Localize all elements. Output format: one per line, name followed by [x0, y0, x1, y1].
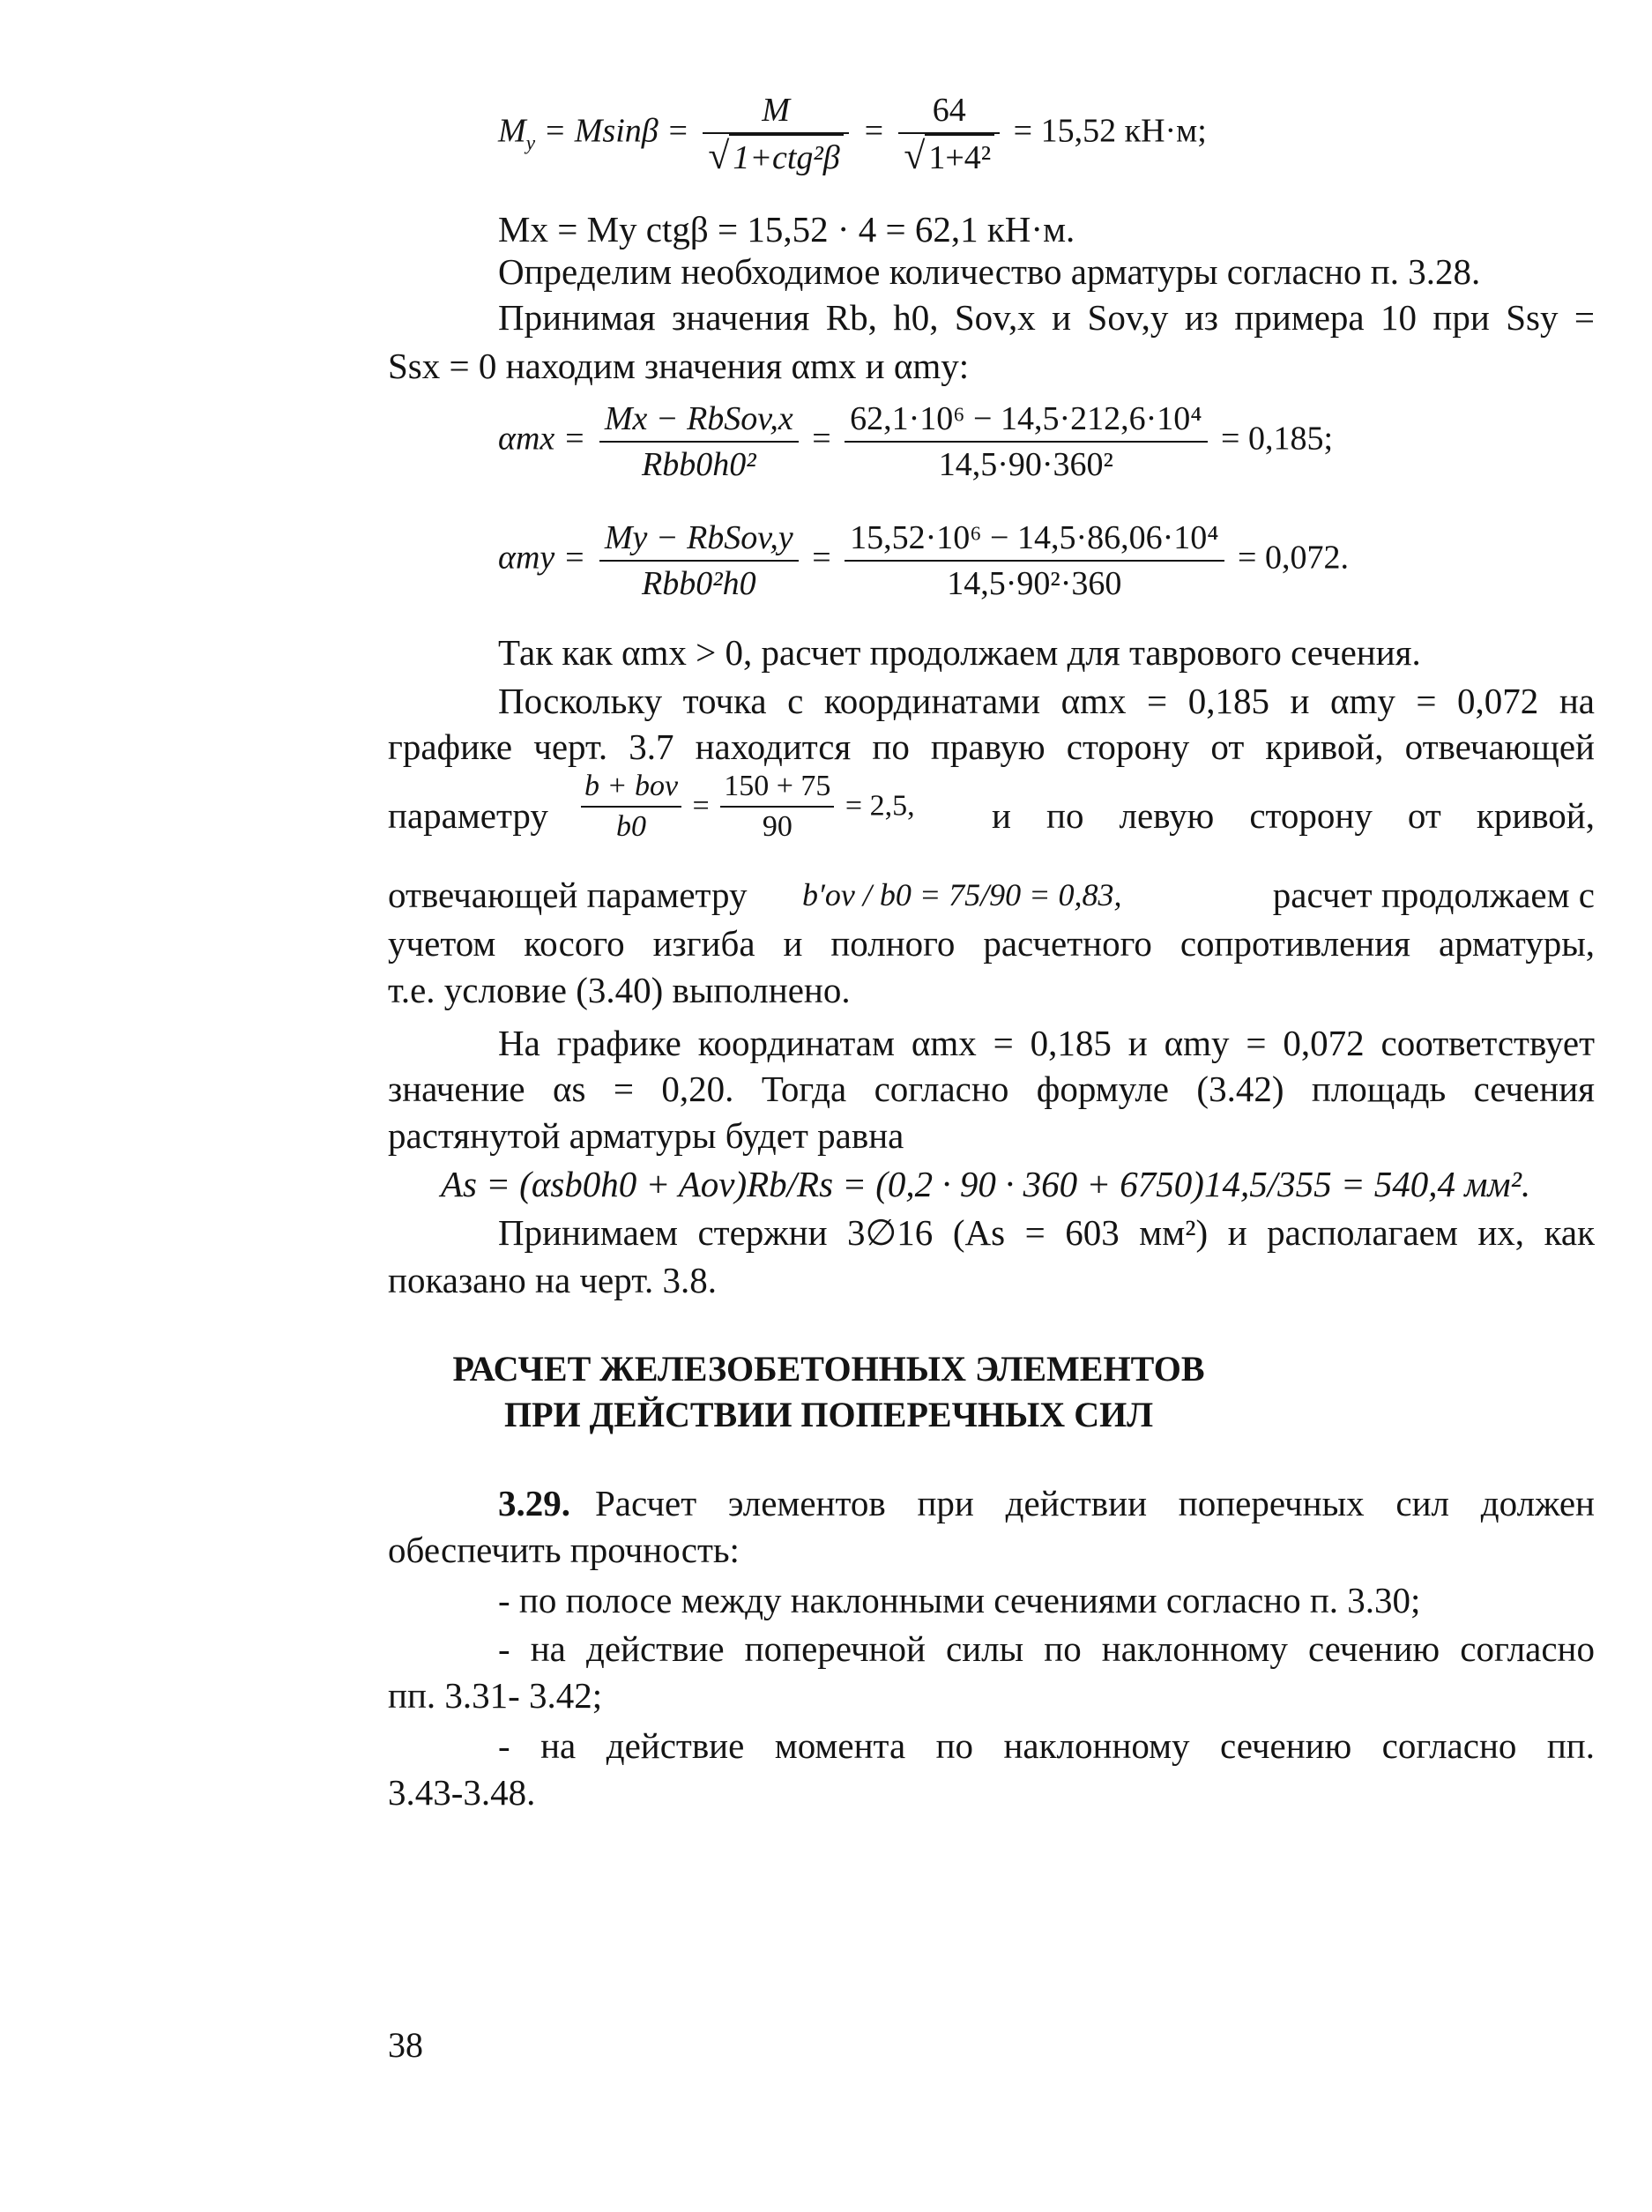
formula-my-eq2: =: [853, 112, 894, 150]
formula-my-left-sub: y: [525, 131, 536, 155]
param-fraction: [581, 767, 681, 846]
param-fraction-2: [720, 767, 834, 846]
sqrt-icon: √: [708, 135, 730, 177]
text-line-8-start: отвечающей параметру: [388, 875, 748, 915]
param-eq: =: [685, 789, 718, 823]
section-list-item-2-cont: пп. 3.31- 3.42;: [388, 1675, 603, 1716]
formula-my-fraction-2: [898, 88, 1000, 180]
page-number: 38: [388, 2025, 423, 2065]
formula-amy-result: = 0,072.: [1229, 539, 1349, 577]
param-formula: [577, 767, 915, 846]
formula-my-frac2-den-value: 1+4²: [925, 134, 994, 180]
text-line-2: Принимая значения Rb, h0, Sov,x и Sov,y из примера 10 при Ssy =: [498, 297, 1595, 338]
param-den: b0: [616, 810, 647, 843]
formula-amx-eq: =: [803, 420, 840, 458]
text-line-7: [388, 767, 1595, 864]
text-line-10: т.е. условие (3.40) выполнено.: [388, 970, 851, 1010]
text-line-4: Так как αmx > 0, расчет продолжаем для таврового сечения.: [498, 632, 1421, 673]
formula-amx-num: Mx − RbSov,x: [599, 397, 799, 443]
section-list-item-3: - на действие момента по наклонному сечению согласно пп.: [498, 1725, 1595, 1766]
formula-my-fraction: [703, 88, 848, 180]
formula-my-left: M: [498, 112, 526, 150]
param-num: b + bov: [581, 767, 681, 808]
section-heading-line-1: РАСЧЕТ ЖЕЛЕЗОБЕТОННЫХ ЭЛЕМЕНТОВ: [452, 1349, 1205, 1389]
formula-my-frac-den-value: 1+ctg²β: [729, 134, 843, 180]
section-line-1-text: Расчет элементов при действии поперечных сил должен: [595, 1483, 1595, 1523]
text-line-1: Определим необходимое количество арматуры согласно п. 3.28.: [498, 251, 1481, 292]
formula-amy-fraction: [599, 516, 799, 606]
formula-amy-eq: =: [803, 539, 840, 577]
formula-amy-fraction-2: [845, 516, 1224, 606]
section-paragraph-line-1: [498, 1481, 1595, 1525]
section-list-item-2: - на действие поперечной силы по наклонному сечению согласно: [498, 1628, 1595, 1669]
formula-mx: Mx = My ctgβ = 15,52 · 4 = 62,1 кН·м.: [498, 209, 1075, 250]
formula-amy-num2: 15,52·10⁶ − 14,5·86,06·10⁴: [845, 516, 1224, 562]
formula-amx-fraction: [599, 397, 799, 487]
text-line-8-end: расчет продолжаем с: [1272, 875, 1595, 915]
formula-my-eq1: = Msinβ =: [535, 112, 698, 150]
section-number: 3.29.: [498, 1483, 570, 1523]
text-line-12: значение αs = 0,20. Тогда согласно формуле (3.42) площадь сечения: [388, 1069, 1595, 1109]
formula-amx: [498, 397, 1333, 487]
param-result: = 2,5,: [837, 789, 915, 823]
formula-amy-den: Rbb0²h0: [642, 565, 756, 602]
formula-amx-num2: 62,1·10⁶ − 14,5·212,6·10⁴: [845, 397, 1207, 443]
section-paragraph-line-2: обеспечить прочность:: [388, 1530, 740, 1570]
text-line-15: показано на черт. 3.8.: [388, 1260, 718, 1300]
formula-as: As = (αsb0h0 + Aov)Rb/Rs = (0,2 · 90 · 360 + 6750)14,5/355 = 540,4 мм².: [441, 1164, 1531, 1204]
sqrt-icon: √: [904, 135, 926, 177]
section-heading-line-2: ПРИ ДЕЙСТВИИ ПОПЕРЕЧНЫХ СИЛ: [503, 1395, 1153, 1434]
text-line-7-end: и по левую сторону от кривой,: [992, 795, 1595, 836]
text-line-5: Поскольку точка с координатами αmx = 0,185 и αmy = 0,072 на: [498, 681, 1595, 721]
formula-amy-num: My − RbSov,y: [599, 516, 799, 562]
param-den2: 90: [762, 810, 793, 843]
formula-amx-result: = 0,185;: [1212, 420, 1334, 458]
formula-amx-fraction-2: [845, 397, 1207, 487]
text-line-13: растянутой арматуры будет равна: [388, 1115, 904, 1156]
formula-my-frac2-num: 64: [898, 88, 1000, 134]
param2-formula: b′ov / b0 = 75/90 = 0,83,: [802, 877, 1122, 912]
formula-amx-den2: 14,5·90·360²: [938, 446, 1113, 483]
section-list-item-3-cont: 3.43-3.48.: [388, 1772, 536, 1813]
text-line-14: Принимаем стержни 3∅16 (As = 603 мм²) и располагаем их, как: [498, 1212, 1595, 1253]
text-line-6: графике черт. 3.7 находится по правую сторону от кривой, отвечающей: [388, 726, 1595, 767]
formula-my-result: = 15,52 кН·м;: [1005, 112, 1207, 150]
section-list-item-1: - по полосе между наклонными сечениями согласно п. 3.30;: [498, 1580, 1421, 1620]
param-num2: 150 + 75: [720, 767, 834, 808]
text-line-7-start: параметру: [388, 795, 548, 836]
formula-my-frac-num: M: [703, 88, 848, 134]
formula-my: [498, 88, 1207, 180]
formula-amy: [498, 516, 1349, 606]
formula-amx-lhs: αmx =: [498, 420, 594, 458]
formula-amx-den: Rbb0h0²: [642, 446, 756, 483]
text-line-3: Ssx = 0 находим значения αmx и αmy:: [388, 346, 970, 386]
formula-amy-lhs: αmy =: [498, 539, 594, 577]
text-line-9: учетом косого изгиба и полного расчетного сопротивления арматуры,: [388, 923, 1595, 964]
formula-my-frac-den: [703, 134, 848, 180]
text-line-11: На графике координатам αmx = 0,185 и αmy = 0,072 соответствует: [498, 1023, 1595, 1063]
formula-amy-den2: 14,5·90²·360: [947, 565, 1122, 602]
formula-my-frac2-den: [898, 134, 1000, 180]
